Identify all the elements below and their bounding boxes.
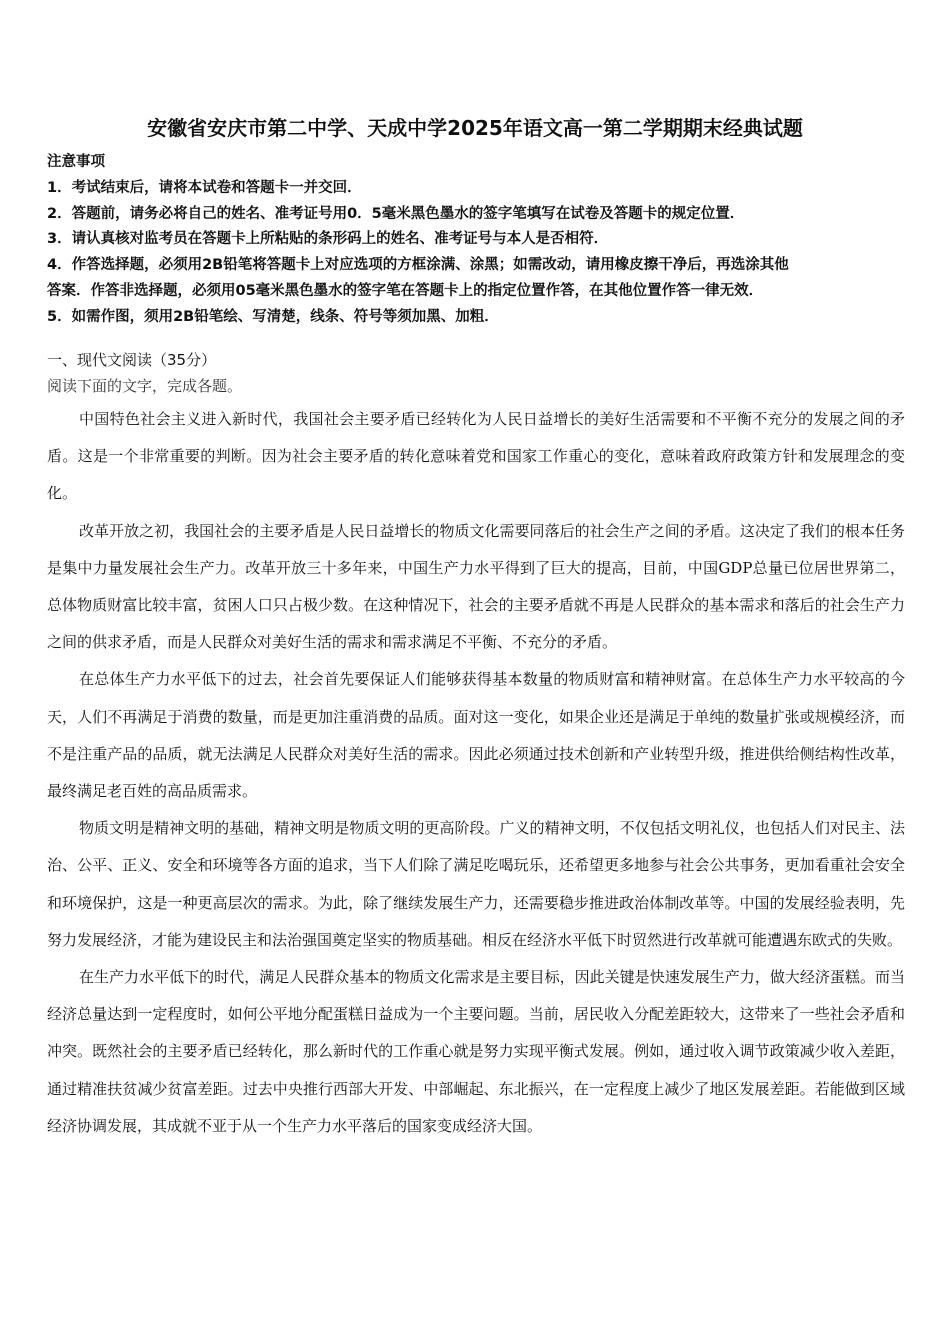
passage-paragraph: 在生产力水平低下的时代，满足人民群众基本的物质文化需求是主要目标，因此关键是快速发展生产力，做大经济蛋糕。而当经济总量达到一定程度时，如何公平地分配蛋糕日益成为一个主要问题。当前，居民收入分配差距较大，这带来了一些社会矛盾和冲突。既然社会的主要矛盾已经转化，那么新时代的工作重心就是努力实现平衡式发展。例如，通过收入调节政策减少收入差距，通过精准扶贫减少贫富差距。过去中央推行西部大开发、中部崛起、东北振兴，在一定程度上减少了地区发展差距。若能做到区域经济协调发展，其成就不亚于从一个生产力水平落后的国家变成经济大国。: [47, 968, 905, 1135]
section-heading: 一、现代文阅读（35分）: [47, 351, 217, 369]
page-title: 安徽省安庆市第二中学、天成中学2025年语文高一第二学期期末经典试题: [147, 116, 803, 140]
notice-item: 答案．作答非选择题，必须用05毫米黑色墨水的签字笔在答题卡上的指定位置作答，在其他位置作答一律无效．: [47, 282, 764, 299]
passage-paragraph: 中国特色社会主义进入新时代，我国社会主要矛盾已经转化为人民日益增长的美好生活需要和不平衡不充分的发展之间的矛盾。这是一个非常重要的判断。因为社会主要矛盾的转化意味着党和国家工作重心的变化，意味着政府政策方针和发展理念的变化。: [47, 410, 905, 503]
notice-item: 1．考试结束后，请将本试卷和答题卡一并交回．: [47, 179, 362, 196]
notice-item: 3．请认真核对监考员在答题卡上所粘贴的条形码上的姓名、准考证号与本人是否相符．: [47, 231, 609, 248]
notice-item: 2．答题前，请务必将自己的姓名、准考证号用0．5毫米黑色墨水的签字笔填写在试卷及答题卡的规定位置．: [47, 205, 745, 222]
notice-item: 4．作答选择题，必须用2B铅笔将答题卡上对应选项的方框涂满、涂黑；如需改动，请用橡皮擦干净后，再选涂其他: [47, 257, 789, 274]
passage-paragraph: 物质文明是精神文明的基础，精神文明是物质文明的更高阶段。广义的精神文明，不仅包括文明礼仪，也包括人们对民主、法治、公平、正义、安全和环境等各方面的追求，当下人们除了满足吃喝玩乐，还希望更多地参与社会公共事务，更加看重社会安全和环境保护，这是一种更高层次的需求。为此，除了继续发展生产力，还需要稳步推进政治体制改革等。中国的发展经验表明，先努力发展经济，才能为建设民主和法治强国奠定坚实的物质基础。相反在经济水平低下时贸然进行改革就可能遭遇东欧式的失败。: [47, 819, 905, 949]
passage-paragraph: 改革开放之初，我国社会的主要矛盾是人民日益增长的物质文化需要同落后的社会生产之间的矛盾。这决定了我们的根本任务是集中力量发展社会生产力。改革开放三十多年来，中国生产力水平得到了巨大的提高，目前，中国GDP总量已位居世界第二，总体物质财富比较丰富，贫困人口只占极少数。在这种情况下，社会的主要矛盾就不再是人民群众的基本需求和落后的社会生产力之间的供求矛盾，而是人民群众对美好生活的需求和需求满足不平衡、不充分的矛盾。: [47, 521, 905, 652]
notice-item: 5．如需作图，须用2B铅笔绘、写清楚，线条、符号等须加黑、加粗．: [47, 308, 499, 325]
reading-instruction: 阅读下面的文字，完成各题。: [47, 377, 243, 395]
reading-passage: [47, 401, 905, 1145]
passage-paragraph: 在总体生产力水平低下的过去，社会首先要保证人们能够获得基本数量的物质财富和精神财富。在总体生产力水平较高的今天，人们不再满足于消费的数量，而是更加注重消费的品质。面对这一变化，如果企业还是满足于单纯的数量扩张或规模经济，而不是注重产品的品质，就无法满足人民群众对美好生活的需求。因此必须通过技术创新和产业转型升级，推进供给侧结构性改革，最终满足老百姓的高品质需求。: [47, 670, 905, 801]
notice-heading: 注意事项: [47, 154, 105, 170]
notice-block: [47, 150, 907, 331]
